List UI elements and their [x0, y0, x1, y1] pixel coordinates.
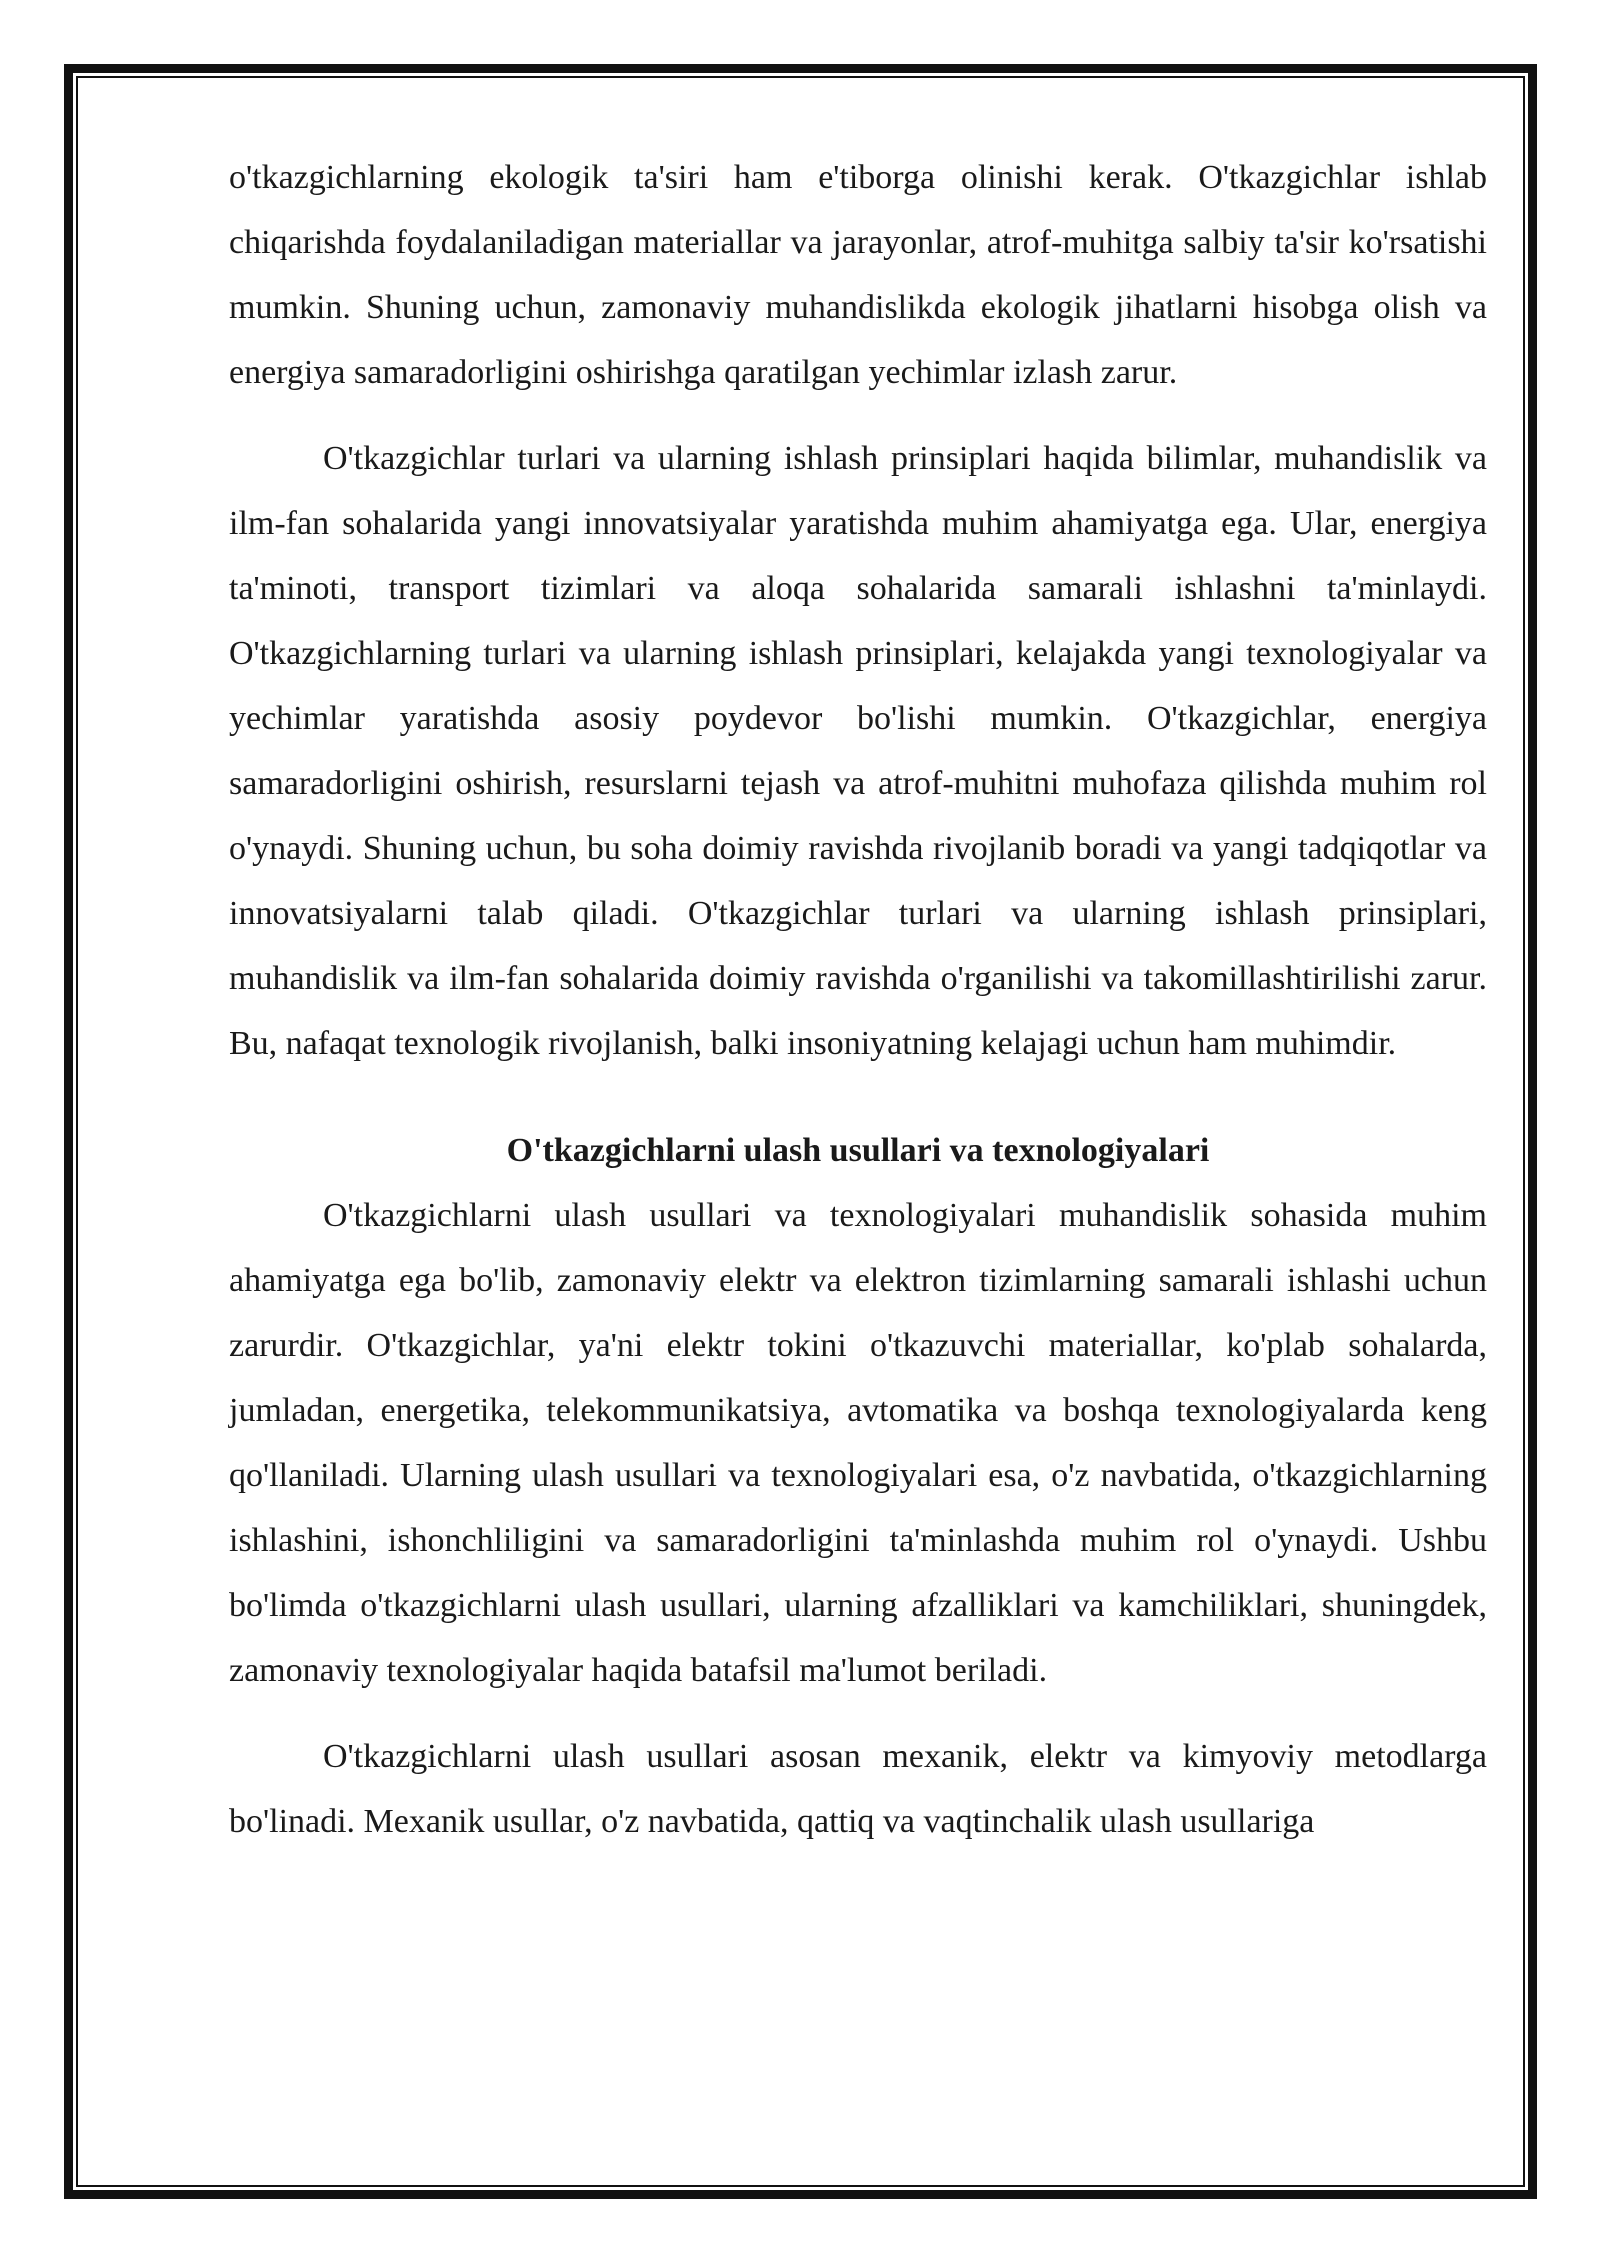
paragraph-joining-methods-categories: O'tkazgichlarni ulash usullari asosan mexanik, elektr va kimyoviy metodlarga bo'linadi. Mexanik usullar, o'z navbatida, qattiq va vaqtinchalik ulash usullariga: [229, 1738, 1487, 1840]
paragraph-ecological-impact: o'tkazgichlarning ekologik ta'siri ham e'tiborga olinishi kerak. O'tkazgichlar ishlab chiqarishda foydalaniladigan materiallar va jarayonlar, atrof-muhitga salbiy ta'sir ko'rsatishi mumkin. Shuning uchun, zamonaviy muhandislikda ekologik jihatlarni hisobga olish va energiya samaradorligini oshirishga qaratilgan yechimlar izlash zarur.: [229, 159, 1487, 391]
paragraph-conductor-types-summary: O'tkazgichlar turlari va ularning ishlash prinsiplari haqida bilimlar, muhandislik va ilm-fan sohalarida yangi innovatsiyalar yaratishda muhim ahamiyatga ega. Ular, energiya ta'minoti, transport tizimlari va aloqa sohalarida samarali ishlashni ta'minlaydi. O'tkazgichlarning turlari va ularning ishlash prinsiplari, kelajakda yangi texnologiyalar va yechimlar yaratishda asosiy poydevor bo'lishi mumkin. O'tkazgichlar, energiya samaradorligini oshirish, resurslarni tejash va atrof-muhitni muhofaza qilishda muhim rol o'ynaydi. Shuning uchun, bu soha doimiy ravishda rivojlanib boradi va yangi tadqiqotlar va innovatsiyalarni talab qiladi. O'tkazgichlar turlari va ularning ishlash prinsiplari, muhandislik va ilm-fan sohalarida doimiy ravishda o'rganilishi va takomillashtirilishi zarur. Bu, nafaqat texnologik rivojlanish, balki insoniyatning kelajagi uchun ham muhimdir.: [229, 440, 1487, 1062]
paragraph-joining-methods-intro: O'tkazgichlarni ulash usullari va texnologiyalari muhandislik sohasida muhim ahamiyatga ega bo'lib, zamonaviy elektr va elektron tizimlarning samarali ishlashi uchun zarurdir. O'tkazgichlar, ya'ni elektr tokini o'tkazuvchi materiallar, ko'plab sohalarda, jumladan, energetika, telekommunikatsiya, avtomatika va boshqa texnologiyalarda keng qo'llaniladi. Ularning ulash usullari va texnologiyalari esa, o'z navbatida, o'tkazgichlarning ishlashini, ishonchliligini va samaradorligini ta'minlashda muhim rol o'ynaydi. Ushbu bo'limda o'tkazgichlarni ulash usullari, ularning afzalliklari va kamchiliklari, shuningdek, zamonaviy texnologiyalar haqida batafsil ma'lumot beriladi.: [229, 1197, 1487, 1689]
section-heading: O'tkazgichlarni ulash usullari va texnologiyalari: [506, 1132, 1210, 1169]
document-body: [229, 145, 1487, 1854]
